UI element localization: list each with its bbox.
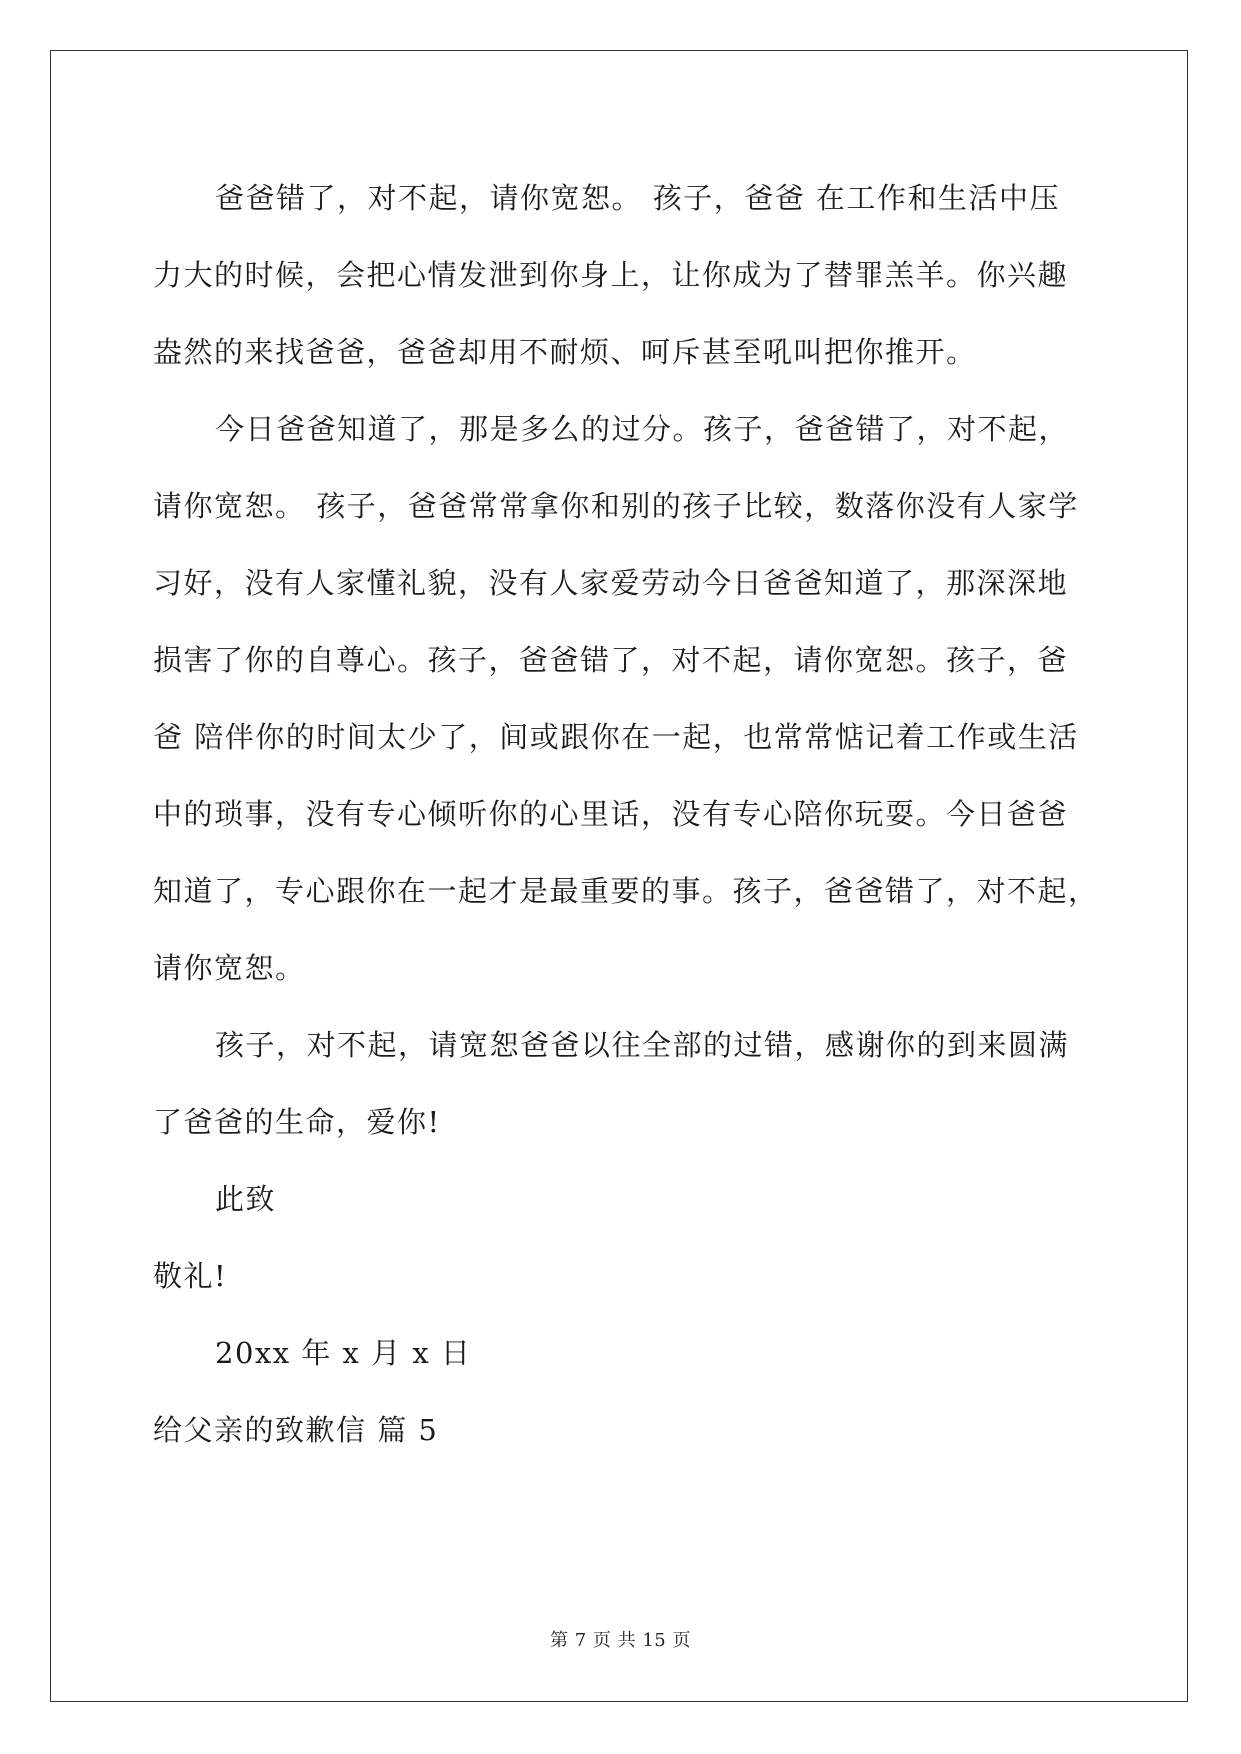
paragraph-line: 爸 陪伴你的时间太少了，间或跟你在一起，也常常惦记着工作或生活: [153, 720, 1079, 754]
paragraph-line: 今日爸爸知道了，那是多么的过分。孩子，爸爸错了，对不起，: [215, 412, 1070, 446]
paragraph-line: 孩子，对不起，请宽恕爸爸以往全部的过错，感谢你的到来圆满: [215, 1028, 1070, 1062]
paragraph-line: 请你宽恕。 孩子，爸爸常常拿你和别的孩子比较，数落你没有人家学: [153, 489, 1079, 523]
letter-date: 20xx 年 x 月 x 日: [215, 1336, 472, 1370]
paragraph-line: 习好，没有人家懂礼貌，没有人家爱劳动今日爸爸知道了，那深深地: [153, 566, 1069, 600]
page-number: 第 7 页 共 15 页: [550, 1630, 691, 1651]
closing-salutation: 此致: [215, 1182, 277, 1216]
paragraph-line: 力大的时候，会把心情发泄到你身上，让你成为了替罪羔羊。你兴趣: [153, 258, 1069, 292]
paragraph-line: 中的琐事，没有专心倾听你的心里话，没有专心陪你玩耍。今日爸爸: [153, 797, 1069, 831]
paragraph-line: 盎然的来找爸爸，爸爸却用不耐烦、呵斥甚至吼叫把你推开。: [153, 335, 977, 369]
section-heading: 给父亲的致歉信 篇 5: [153, 1413, 439, 1447]
paragraph-line: 了爸爸的生命，爱你!: [153, 1105, 441, 1139]
paragraph-line: 知道了，专心跟你在一起才是最重要的事。孩子，爸爸错了，对不起，: [153, 874, 1099, 908]
paragraph-line: 爸爸错了，对不起，请你宽恕。 孩子，爸爸 在工作和生活中压: [215, 181, 1060, 215]
paragraph-line: 请你宽恕。: [153, 951, 306, 985]
paragraph-line: 损害了你的自尊心。孩子，爸爸错了，对不起，请你宽恕。孩子，爸: [153, 643, 1069, 677]
closing-regards: 敬礼!: [153, 1259, 228, 1293]
letter-body: [153, 160, 1113, 1469]
